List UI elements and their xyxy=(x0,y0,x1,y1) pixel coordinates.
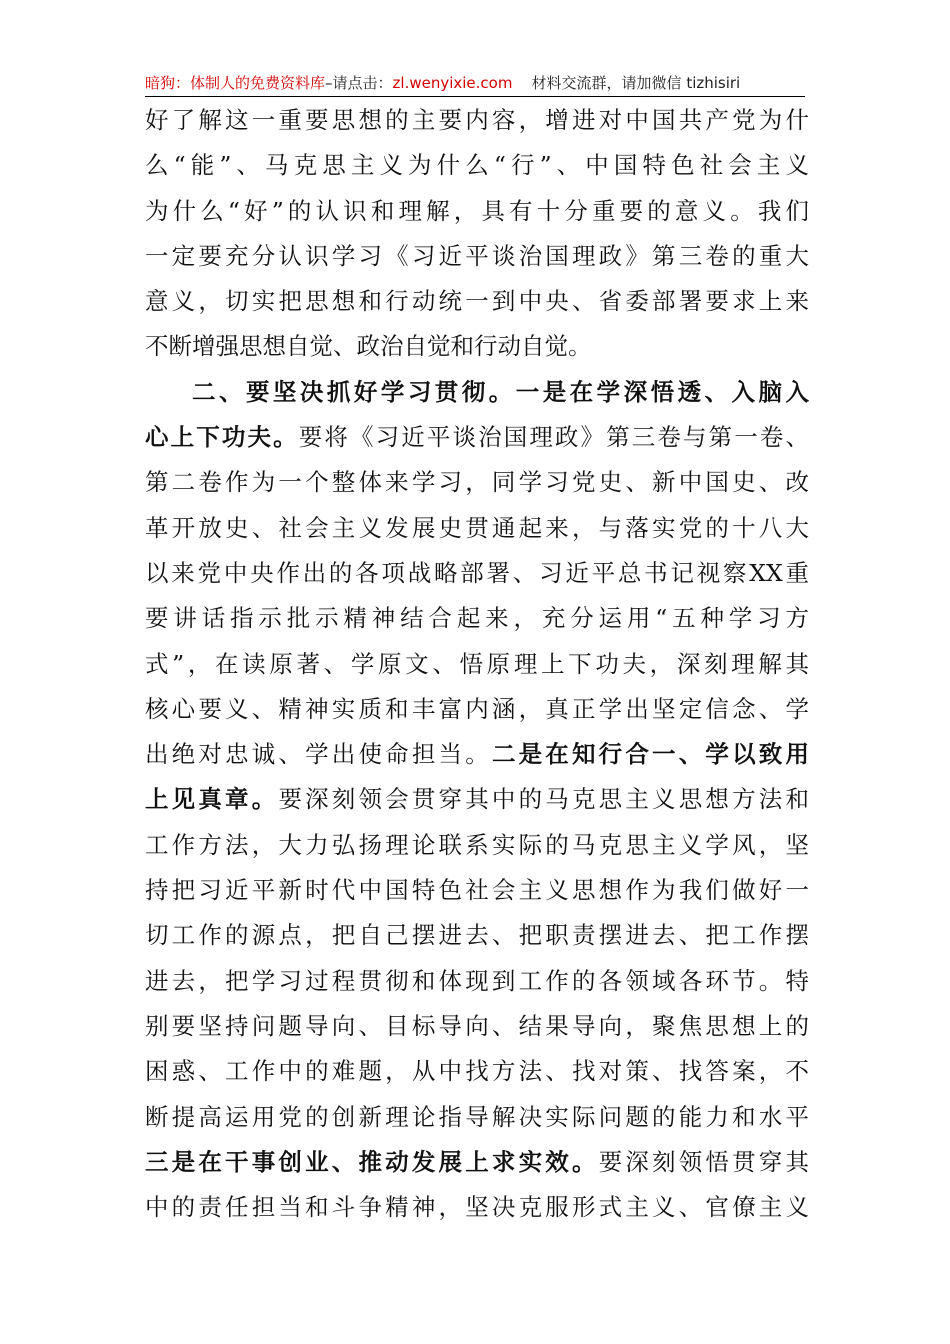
text-line: 三是在干事创业、推动发展上求实效。要深刻领悟贯穿其 xyxy=(145,1147,809,1176)
text-line: 革开放史、社会主义发展史贯通起来，与落实党的十八大 xyxy=(145,513,809,542)
text-line: 切工作的源点，把自己摆进去、把职责摆进去、把工作摆 xyxy=(145,921,809,950)
bold-phrase: 心上下功夫。 xyxy=(145,423,299,452)
header-site-name: 暗狗：体制人的免费资料库 xyxy=(145,74,326,92)
bold-phrase: 二是在知行合一、学以致用 xyxy=(491,740,809,769)
text-line: 出绝对忠诚、学出使命担当。二是在知行合一、学以致用 xyxy=(145,740,809,769)
text-line: 式”，在读原著、学原文、悟原理上下功夫，深刻理解其 xyxy=(145,649,809,678)
text-line: 为什么“好”的认识和理解，具有十分重要的意义。我们 xyxy=(145,196,809,225)
text-line: 工作方法，大力弘扬理论联系实际的马克思主义学风，坚 xyxy=(145,830,809,859)
text-line: 困惑、工作中的难题，从中找方法、找对策、找答案，不 xyxy=(145,1057,809,1086)
header-contact-text: 材料交流群，请加微信 tizhisiri xyxy=(531,74,741,92)
text-line: 第二卷作为一个整体来学习，同学习党史、新中国史、改 xyxy=(145,468,809,497)
text-line: 以来党中央作出的各项战略部署、习近平总书记视察XX重 xyxy=(145,558,809,587)
text-line: 么“能”、马克思主义为什么“行”、中国特色社会主义 xyxy=(145,151,809,180)
bold-phrase: 三是在干事创业、推动发展上求实效。 xyxy=(145,1147,599,1176)
text-line: 别要坚持问题导向、目标导向、结果导向，聚焦思想上的 xyxy=(145,1011,809,1040)
section-heading-line xyxy=(145,370,809,415)
section-heading: 二、要坚决抓好学习贯彻。一是在学深悟透、入脑入 xyxy=(192,377,809,406)
header-url-link[interactable]: zl.wenyixie.com xyxy=(392,74,513,92)
text-line: 意义，切实把思想和行动统一到中央、省委部署要求上来 xyxy=(145,287,809,316)
text-line: 上见真章。要深刻领会贯穿其中的马克思主义思想方法和 xyxy=(145,785,809,814)
text-line: 中的责任担当和斗争精神，坚决克服形式主义、官僚主义 xyxy=(145,1193,809,1222)
text-line: 不断增强思想自觉、政治自觉和行动自觉。 xyxy=(145,332,592,361)
header-click-prompt: –请点击： xyxy=(325,74,393,92)
text-line: 核心要义、精神实质和丰富内涵，真正学出坚定信念、学 xyxy=(145,694,809,723)
text-line: 一定要充分认识学习《习近平谈治国理政》第三卷的重大 xyxy=(145,241,809,270)
header-divider xyxy=(145,96,805,97)
text-line: 心上下功夫。要将《习近平谈治国理政》第三卷与第一卷、 xyxy=(145,423,810,452)
text-line: 好了解这一重要思想的主要内容，增进对中国共产党为什 xyxy=(145,106,809,134)
document-body xyxy=(145,98,809,1230)
text-line: 持把习近平新时代中国特色社会主义思想作为我们做好一 xyxy=(145,876,809,905)
bold-phrase: 上见真章。 xyxy=(145,785,279,814)
page-header xyxy=(145,70,805,96)
text-line: 断提高运用党的创新理论指导解决实际问题的能力和水平 xyxy=(145,1102,809,1131)
text-line: 进去，把学习过程贯彻和体现到工作的各领域各环节。特 xyxy=(145,966,809,995)
text-line: 要讲话指示批示精神结合起来，充分运用“五种学习方 xyxy=(145,604,809,633)
